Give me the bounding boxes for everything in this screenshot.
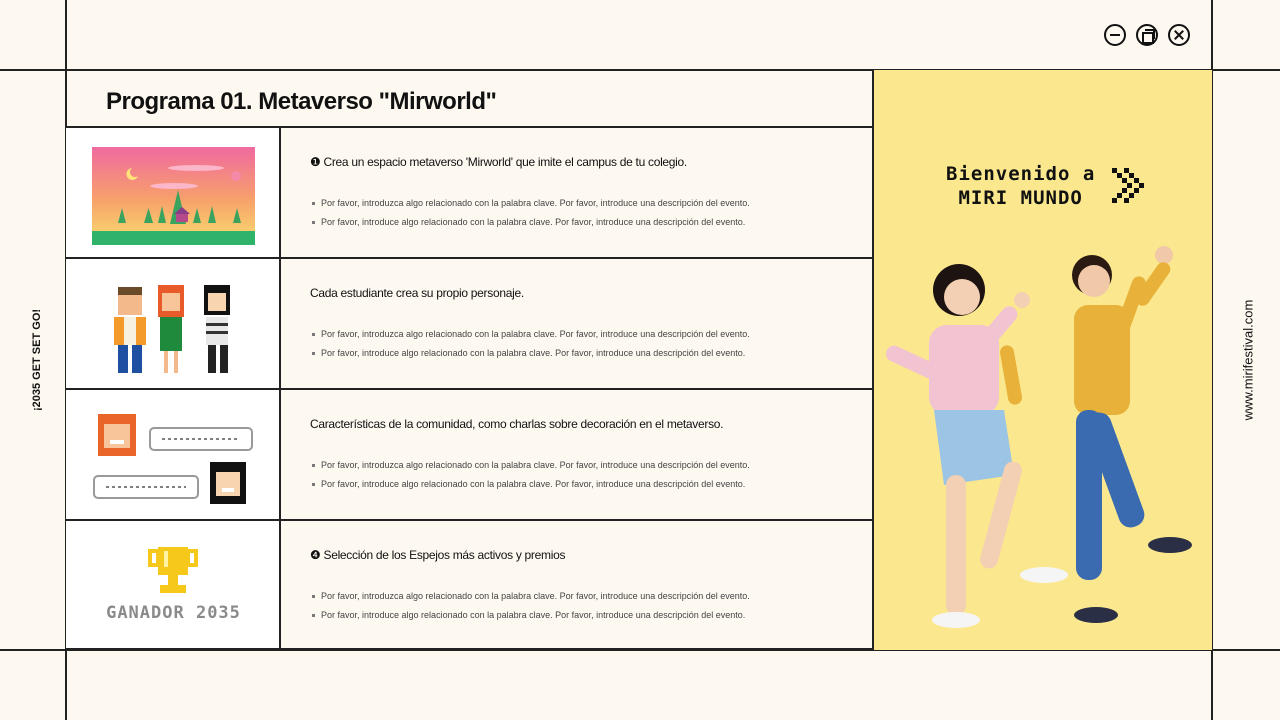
bullet-list xyxy=(310,460,750,498)
pixel-arrow-icon xyxy=(1112,168,1150,206)
row-text-cell xyxy=(310,259,870,388)
list-item: Por favor, introduce algo relacionado con la palabra clave. Por favor, introduce una descripción del evento. xyxy=(310,217,750,227)
table-row xyxy=(66,388,874,519)
row-heading: Cada estudiante crea su propio personaje. xyxy=(310,286,524,300)
bullet-list xyxy=(310,198,750,236)
list-item: Por favor, introduzca algo relacionado con la palabra clave. Por favor, introduce una descripción del evento. xyxy=(310,460,750,470)
row-image-cell xyxy=(66,259,281,388)
row-image-cell xyxy=(66,521,281,650)
row-heading: ❹ Selección de los Espejos más activos y premios xyxy=(310,548,566,562)
row-heading: Características de la comunidad, como charlas sobre decoración en el metaverso. xyxy=(310,417,724,431)
table-bottom-border xyxy=(66,648,874,650)
winner-label: GANADOR 2035 xyxy=(106,603,241,623)
program-table xyxy=(66,126,874,650)
pixel-landscape-icon xyxy=(66,128,281,257)
page-title: Programa 01. Metaverso "Mirworld" xyxy=(106,88,497,115)
row-image-cell xyxy=(66,128,281,257)
pixel-characters-icon xyxy=(66,259,281,388)
list-item: Por favor, introduzca algo relacionado con la palabra clave. Por favor, introduce una descripción del evento. xyxy=(310,198,750,208)
table-row xyxy=(66,519,874,650)
list-item: Por favor, introduce algo relacionado con la palabra clave. Por favor, introduce una descripción del evento. xyxy=(310,610,750,620)
side-slogan: ¡2035 GET SET GO! xyxy=(31,308,43,412)
minimize-icon[interactable] xyxy=(1104,24,1126,46)
row-heading: ❶ Crea un espacio metaverso 'Mirworld' que imite el campus de tu colegio. xyxy=(310,155,687,169)
students-illustration xyxy=(874,245,1212,645)
row-text-cell xyxy=(310,390,870,519)
table-row xyxy=(66,126,874,257)
list-item: Por favor, introduce algo relacionado con la palabra clave. Por favor, introduce una descripción del evento. xyxy=(310,348,750,358)
close-icon[interactable] xyxy=(1168,24,1190,46)
welcome-line-1: Bienvenido a xyxy=(946,163,1096,185)
row-text-cell xyxy=(310,521,870,650)
welcome-text xyxy=(946,162,1095,210)
welcome-line-2: MIRI MUNDO xyxy=(958,187,1083,209)
list-item: Por favor, introduce algo relacionado con la palabra clave. Por favor, introduce una descripción del evento. xyxy=(310,479,750,489)
list-item: Por favor, introduzca algo relacionado con la palabra clave. Por favor, introduce una descripción del evento. xyxy=(310,329,750,339)
bullet-list xyxy=(310,329,750,367)
side-website: www.mirifestival.com xyxy=(1240,299,1256,421)
promo-panel xyxy=(874,70,1212,650)
pixel-chat-icon xyxy=(66,390,281,519)
row-text-cell xyxy=(310,128,870,257)
window-controls xyxy=(1104,24,1190,46)
restore-icon[interactable] xyxy=(1136,24,1158,46)
bullet-list xyxy=(310,591,750,629)
list-item: Por favor, introduzca algo relacionado con la palabra clave. Por favor, introduce una descripción del evento. xyxy=(310,591,750,601)
table-row xyxy=(66,257,874,388)
row-image-cell xyxy=(66,390,281,519)
